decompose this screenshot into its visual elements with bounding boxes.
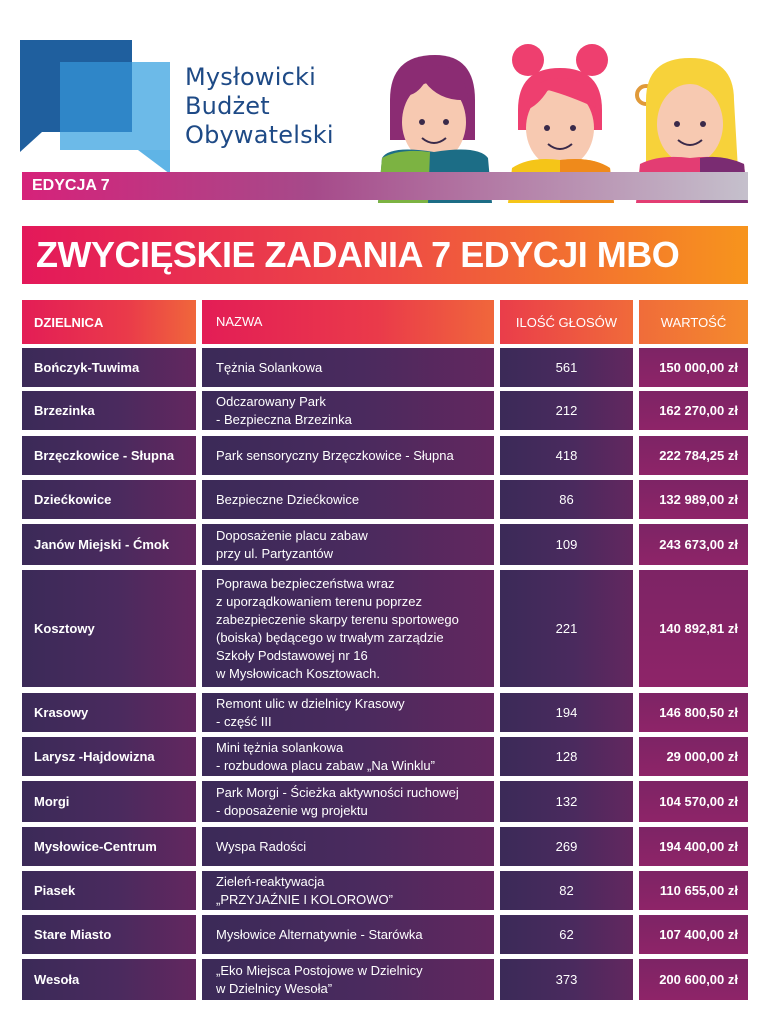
- row-district: Brzęczkowice - Słupna: [22, 436, 196, 475]
- mbo-logo-icon: [20, 40, 175, 175]
- row-name: [202, 871, 494, 910]
- row-name: [202, 524, 494, 565]
- row-name-text: Park sensoryczny Brzęczkowice - Słupna: [216, 447, 454, 463]
- row-name: [202, 693, 494, 732]
- row-name-text: „Eko Miejsca Postojowe w Dzielnicy w Dzielnicy Wesoła”: [216, 962, 423, 996]
- row-value: 222 784,25 zł: [639, 436, 748, 475]
- row-district: Mysłowice-Centrum: [22, 827, 196, 866]
- row-votes: 194: [500, 693, 633, 732]
- row-name: [202, 391, 494, 430]
- row-district: Krasowy: [22, 693, 196, 732]
- row-votes: 212: [500, 391, 633, 430]
- row-value: 150 000,00 zł: [639, 348, 748, 387]
- row-votes: 62: [500, 915, 633, 954]
- row-name-text: Poprawa bezpieczeństwa wraz z uporządkowaniem terenu poprzez zabezpieczenie skarpy terenu sportowego (boiska) będącego w trwałym zarządzie Szkoły Podstawowej nr 16 w Mysłowicach Kosztowach.: [216, 575, 459, 681]
- row-name-text: Mini tężnia solankowa - rozbudowa placu zabaw „Na Winklu”: [216, 739, 435, 773]
- row-votes: 82: [500, 871, 633, 910]
- row-value: 104 570,00 zł: [639, 781, 748, 822]
- row-name: [202, 781, 494, 822]
- row-value: 140 892,81 zł: [639, 570, 748, 687]
- row-district: Dziećkowice: [22, 480, 196, 519]
- row-value: 200 600,00 zł: [639, 959, 748, 1000]
- row-district: Bończyk-Tuwima: [22, 348, 196, 387]
- row-name-text: Bezpieczne Dziećkowice: [216, 491, 360, 507]
- header-votes: ILOŚĆ GŁOSÓW: [500, 300, 633, 344]
- row-value: 29 000,00 zł: [639, 737, 748, 776]
- row-votes: 418: [500, 436, 633, 475]
- row-name: [202, 827, 494, 866]
- header-district: DZIELNICA: [22, 300, 196, 344]
- row-value: 132 989,00 zł: [639, 480, 748, 519]
- row-district: Piasek: [22, 871, 196, 910]
- row-name-text: Park Morgi - Ścieżka aktywności ruchowej - doposażenie wg projektu: [216, 784, 459, 818]
- row-votes: 561: [500, 348, 633, 387]
- row-name: [202, 348, 494, 387]
- row-value: 110 655,00 zł: [639, 871, 748, 910]
- row-district: Brzezinka: [22, 391, 196, 430]
- row-votes: 221: [500, 570, 633, 687]
- row-name-text: Mysłowice Alternatywnie - Starówka: [216, 926, 423, 942]
- row-name-text: Zieleń-reaktywacja „PRZYJAŹNIE I KOLOROWO”: [216, 873, 393, 907]
- row-name: [202, 570, 494, 687]
- row-value: 107 400,00 zł: [639, 915, 748, 954]
- row-name: [202, 737, 494, 776]
- row-name-text: Doposażenie placu zabaw przy ul. Partyzantów: [216, 527, 368, 561]
- brand-line-3: Obywatelski: [185, 121, 334, 149]
- row-votes: 373: [500, 959, 633, 1000]
- row-votes: 86: [500, 480, 633, 519]
- row-district: Wesoła: [22, 959, 196, 1000]
- row-name-text: Remont ulic w dzielnicy Krasowy - część III: [216, 695, 405, 729]
- brand-line-2: Budżet: [185, 92, 270, 120]
- header-value: WARTOŚĆ: [639, 300, 748, 344]
- row-name: [202, 915, 494, 954]
- row-district: Stare Miasto: [22, 915, 196, 954]
- row-district: Janów Miejski - Ćmok: [22, 524, 196, 565]
- brand-name: [185, 63, 334, 150]
- row-votes: 132: [500, 781, 633, 822]
- row-name-text: Odczarowany Park - Bezpieczna Brzezinka: [216, 393, 352, 427]
- row-votes: 128: [500, 737, 633, 776]
- header-name: NAZWA: [202, 300, 494, 344]
- row-votes: 109: [500, 524, 633, 565]
- row-name-text: Tężnia Solankowa: [216, 359, 323, 375]
- edition-banner: EDYCJA 7: [22, 172, 748, 200]
- row-value: 243 673,00 zł: [639, 524, 748, 565]
- row-name: [202, 959, 494, 1000]
- row-votes: 269: [500, 827, 633, 866]
- row-value: 162 270,00 zł: [639, 391, 748, 430]
- row-name: [202, 436, 494, 475]
- row-value: 194 400,00 zł: [639, 827, 748, 866]
- row-value: 146 800,50 zł: [639, 693, 748, 732]
- brand-line-1: Mysłowicki: [185, 63, 316, 91]
- row-name: [202, 480, 494, 519]
- row-district: Larysz -Hajdowizna: [22, 737, 196, 776]
- row-name-text: Wyspa Radości: [216, 838, 307, 854]
- row-district: Kosztowy: [22, 570, 196, 687]
- page-title: ZWYCIĘSKIE ZADANIA 7 EDYCJI MBO: [22, 226, 748, 284]
- row-district: Morgi: [22, 781, 196, 822]
